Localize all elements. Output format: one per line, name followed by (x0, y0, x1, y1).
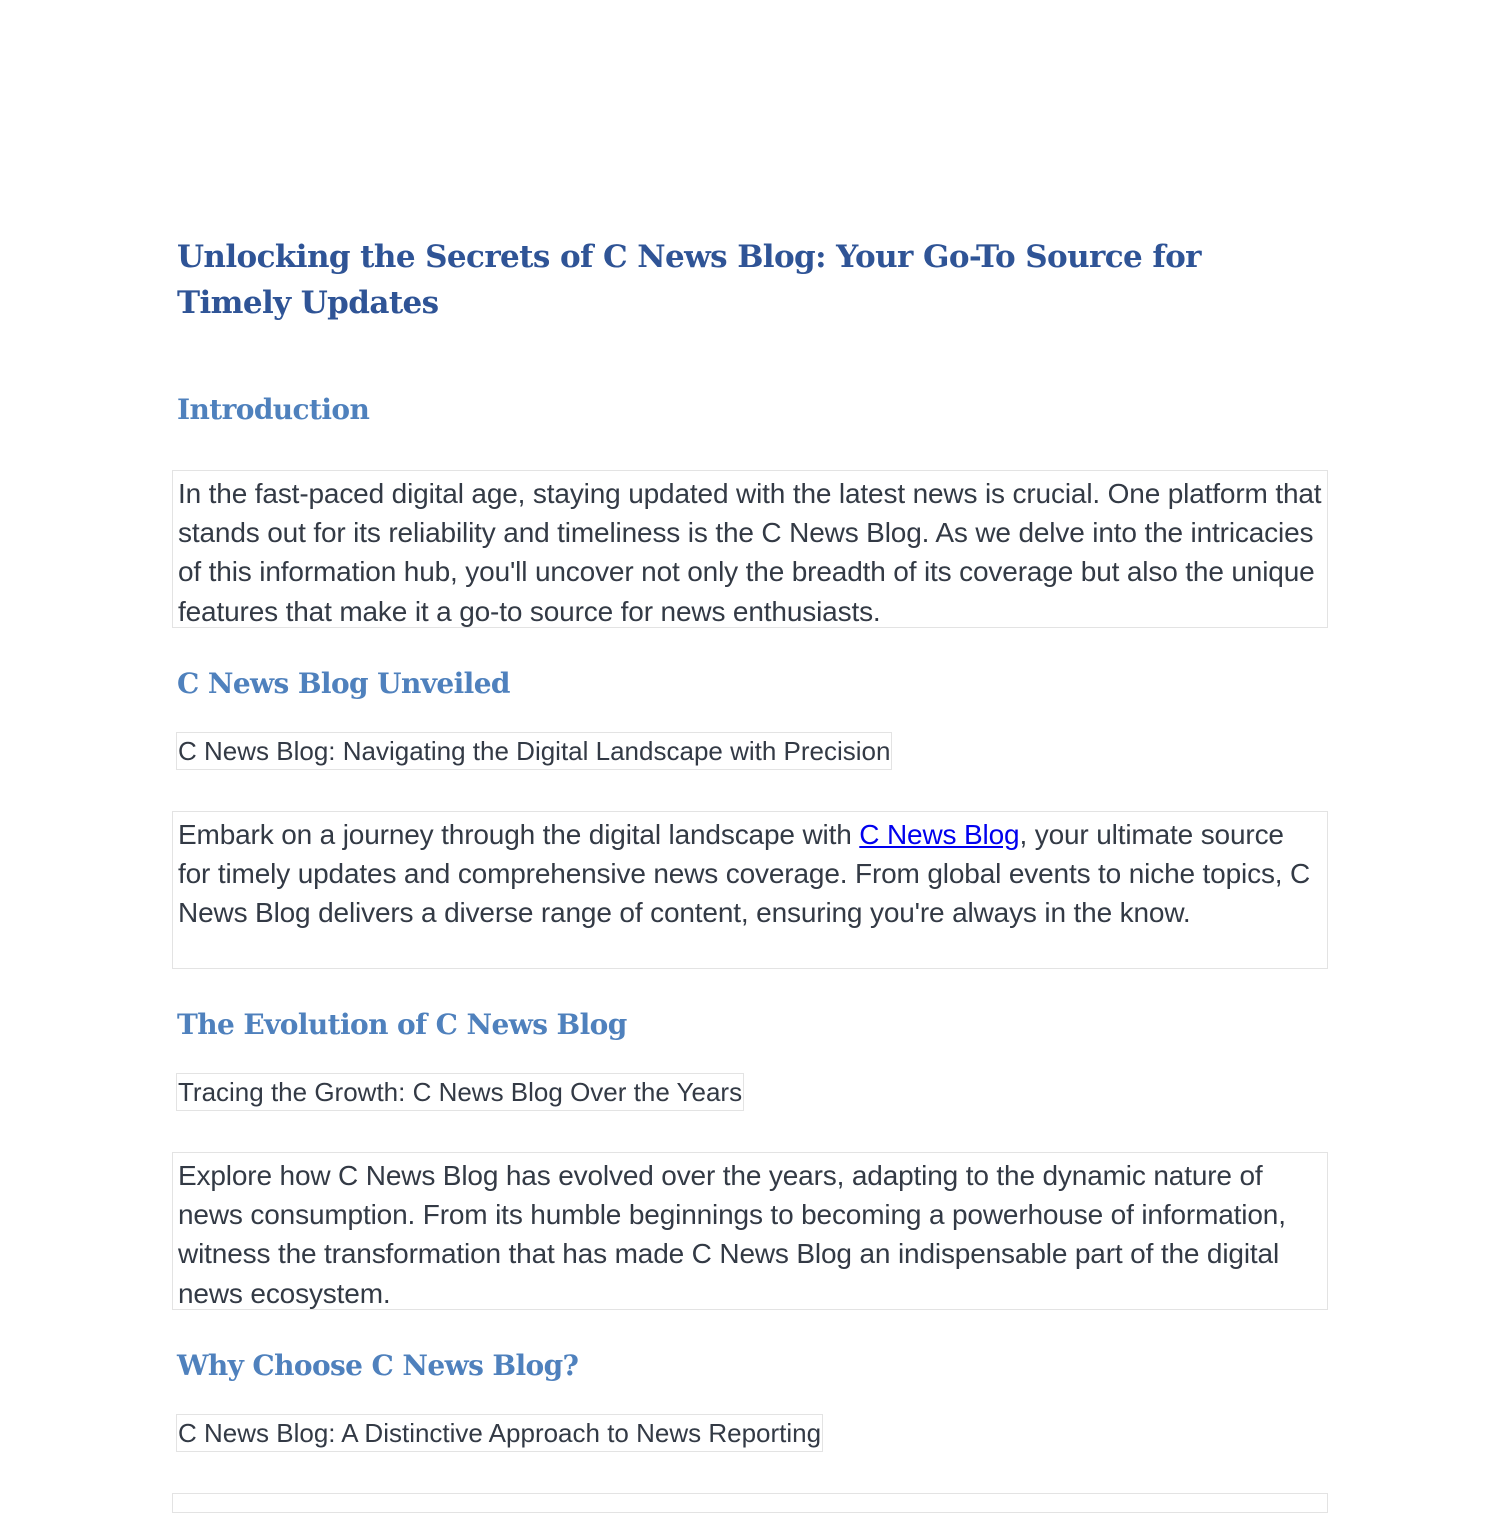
subheading-unveiled: C News Blog: Navigating the Digital Landscape with Precision (176, 732, 892, 770)
subheading-evolution: Tracing the Growth: C News Blog Over the Years (176, 1073, 744, 1111)
c-news-blog-link[interactable]: C News Blog (859, 819, 1020, 850)
paragraph-unveiled-text-before: Embark on a journey through the digital landscape with (178, 819, 860, 850)
paragraph-introduction: In the fast-paced digital age, staying updated with the latest news is crucial. One platform that stands out for its reliability and timeliness is the C News Blog. As we delve into the intricacies of this information hub, you'll uncover not only the breadth of its coverage but also the unique features that make it a go-to source for news enthusiasts. (172, 470, 1328, 628)
heading-why-choose: Why Choose C News Blog? (177, 1349, 579, 1382)
heading-unveiled: C News Blog Unveiled (177, 667, 510, 700)
paragraph-why-choose-cutoff (172, 1493, 1328, 1513)
document-title: Unlocking the Secrets of C News Blog: Your Go-To Source for Timely Updates (177, 239, 1201, 321)
paragraph-unveiled-text-after: , your ultimate source for timely updates and comprehensive news coverage. From global events to niche topics, C News Blog delivers a diverse range of content, ensuring you're always in the know. (178, 819, 1311, 929)
heading-introduction: Introduction (177, 393, 370, 426)
paragraph-unveiled (172, 811, 1328, 969)
heading-evolution: The Evolution of C News Blog (177, 1008, 627, 1041)
subheading-why-choose: C News Blog: A Distinctive Approach to News Reporting (176, 1414, 823, 1452)
paragraph-evolution: Explore how C News Blog has evolved over the years, adapting to the dynamic nature of news consumption. From its humble beginnings to becoming a powerhouse of information, witness the transformation that has made C News Blog an indispensable part of the digital news ecosystem. (172, 1152, 1328, 1310)
